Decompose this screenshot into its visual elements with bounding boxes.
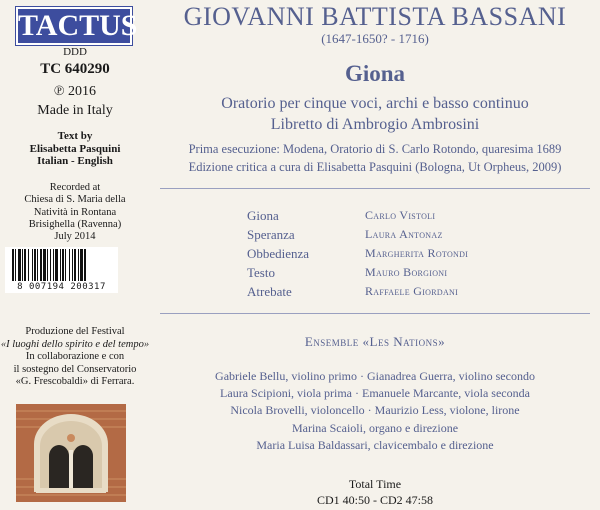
- role-name: Atrebate: [247, 284, 292, 299]
- role-name: Obbedienza: [247, 246, 310, 261]
- ensemble-players: [150, 368, 600, 454]
- cast-row: [150, 208, 600, 226]
- cast-row: [150, 246, 600, 264]
- composer-name: GIOVANNI BATTISTA BASSANI: [183, 2, 567, 31]
- work-subtitle: Oratorio per cinque voci, archi e basso continuo: [221, 95, 529, 112]
- work-title: Giona: [344, 61, 406, 86]
- recording-format: DDD: [63, 46, 87, 58]
- barcode-bars: [12, 249, 112, 281]
- festival-line: Produzione del Festival: [25, 326, 125, 337]
- cast-row: [150, 284, 600, 302]
- text-by-heading: Text by: [57, 130, 93, 142]
- cast-row: [150, 227, 600, 245]
- recording-location: [0, 182, 150, 243]
- text-by-languages: Italian - English: [37, 155, 113, 167]
- premiere-info: Prima esecuzione: Modena, Oratorio di S. Carlo Rotondo, quaresima 1689: [188, 142, 562, 156]
- church-window-photo: [16, 404, 126, 502]
- catalog-number: TC 640290: [40, 61, 110, 77]
- librettist: Libretto di Ambrogio Ambrosini: [270, 116, 480, 133]
- divider: [160, 313, 590, 314]
- festival-line: In collaborazione e con: [25, 351, 125, 362]
- singer-name: Raffaele Giordani: [365, 284, 459, 298]
- festival-line: il sostegno del Conservatorio: [13, 363, 137, 375]
- tactus-logo: TACTUS: [16, 7, 132, 45]
- text-by-name: Elisabetta Pasquini: [29, 142, 121, 155]
- festival-name: «I luoghi dello spirito e del tempo»: [0, 338, 150, 350]
- singer-name: Carlo Vistoli: [365, 208, 436, 222]
- player-line: Laura Scipioni, viola prima · Emanuele Marcante, viola seconda: [220, 386, 530, 401]
- role-name: Giona: [247, 208, 279, 223]
- left-column: [0, 0, 150, 510]
- festival-line: «G. Frescobaldi» di Ferrara.: [15, 376, 135, 387]
- singer-name: Laura Antonaz: [365, 227, 443, 241]
- role-name: Speranza: [247, 227, 295, 242]
- divider: [160, 188, 590, 189]
- role-name: Testo: [247, 265, 275, 280]
- text-by-block: [0, 130, 150, 168]
- recorded-line: Recorded at: [49, 182, 101, 193]
- cast-row: [150, 265, 600, 283]
- edition-info: Edizione critica a cura di Elisabetta Pasquini (Bologna, Ut Orpheus, 2009): [188, 160, 562, 174]
- barcode-number: 8 007194 200317: [17, 282, 106, 292]
- recorded-line: July 2014: [54, 231, 96, 243]
- singer-name: Margherita Rotondi: [365, 246, 469, 260]
- director-line: Marina Scaioli, organo e direzione: [291, 420, 459, 435]
- festival-credit: [0, 326, 150, 389]
- recorded-line: Chiesa di S. Maria della: [24, 194, 126, 206]
- player-line: Gabriele Bellu, violino primo · Gianadrea Guerra, violino secondo: [215, 369, 535, 383]
- total-time-value: CD1 40:50 - CD2 47:58: [316, 493, 433, 507]
- composer-dates: (1647-1650? - 1716): [321, 31, 429, 46]
- recorded-line: Natività in Rontana: [33, 206, 117, 218]
- total-time-label: Total Time: [348, 477, 402, 491]
- phonogram-year: ℗ 2016: [53, 84, 97, 99]
- ensemble-name: Ensemble «Les Nations»: [304, 334, 446, 349]
- singer-name: Mauro Borgioni: [365, 265, 448, 279]
- made-in: Made in Italy: [37, 103, 113, 118]
- director-line: Maria Luisa Baldassari, clavicembalo e direzione: [256, 437, 494, 452]
- barcode: [5, 247, 118, 293]
- recorded-line: Brisighella (Ravenna): [28, 218, 122, 230]
- player-line: Nicola Brovelli, violoncello · Maurizio Less, violone, lirone: [230, 403, 520, 418]
- main-panel: [150, 0, 600, 510]
